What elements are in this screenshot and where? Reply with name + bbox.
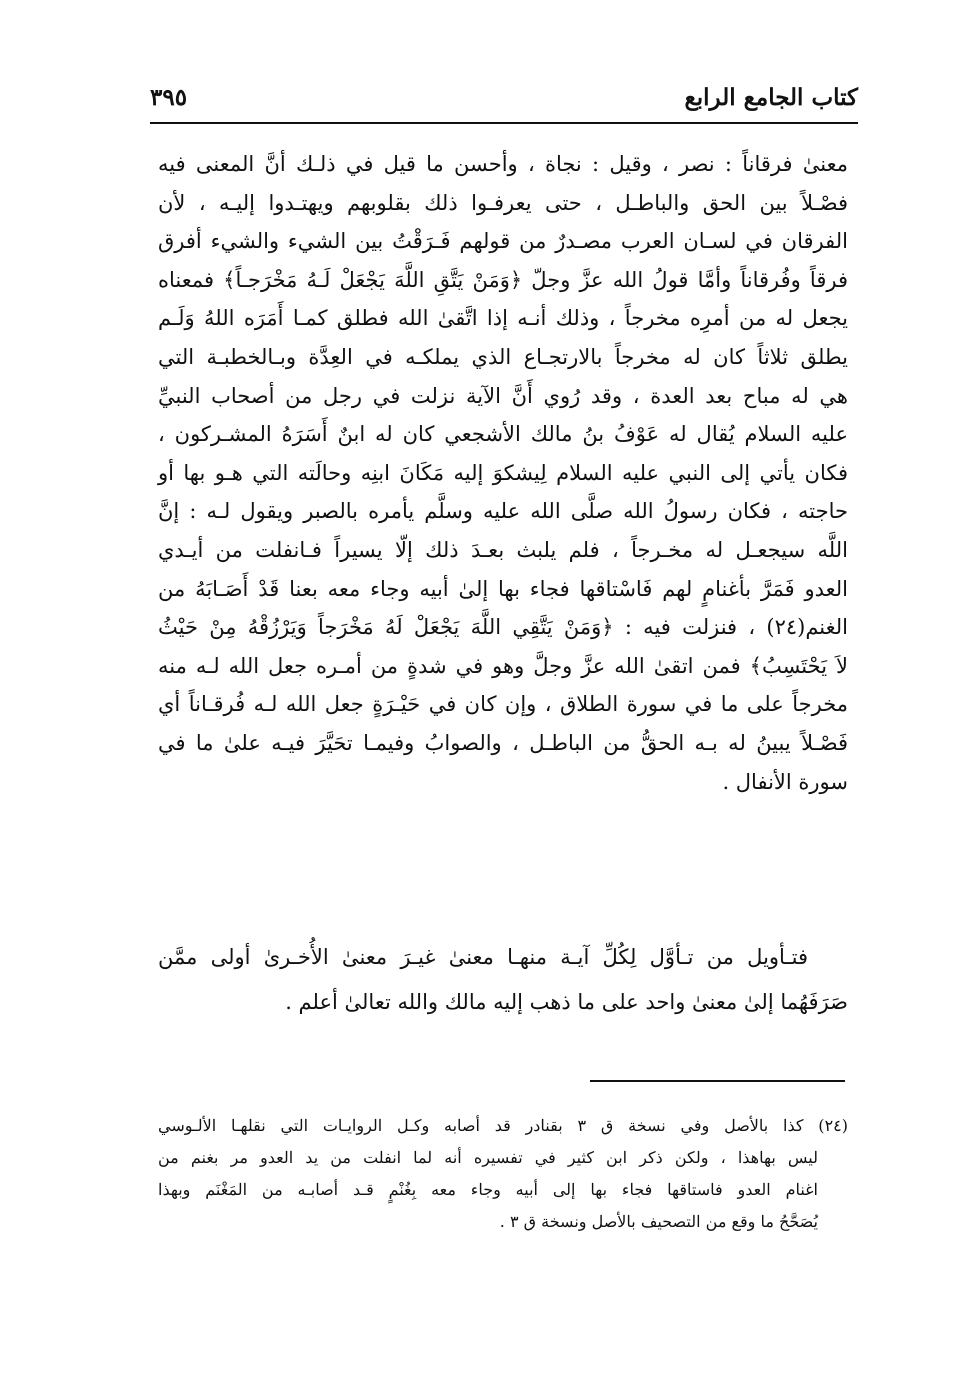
text-line: صَرَفَهُما إلىٰ معنىٰ واحد على ما ذهب إليه مالك والله تعالىٰ أعلم .: [285, 990, 848, 1014]
text-line: لاَ يَحْتَسِبُ﴾ فمن اتقىٰ الله عزَّ وجلَّ وهو في شدةٍ من أمـره جعل الله لـه منه: [158, 653, 848, 678]
footnote-line: يُصَحَّحُ ما وقع من التصحيف بالأصل ونسخة ق ٣ .: [499, 1212, 818, 1231]
page-number: ٣٩٥: [150, 84, 188, 111]
text-line: العدو فَمَرَّ بأغنامٍ لهم فَاسْتاقها فجاء بها إلىٰ أبيه وجاء معه بعنا قَدْ أَصَـابَهُ من: [158, 576, 848, 601]
text-line: فصْـلاً بين الحق والباطـل ، حتى يعرفـوا ذلك بقلوبهم ويهتـدوا إليـه ، لأن: [158, 190, 848, 215]
running-title: كتاب الجامع الرابع: [684, 84, 858, 111]
text-line: هي له مباح بعد العدة ، وقد رُوي أَنَّ الآية نزلت في رجل من أصحاب النبيِّ: [158, 383, 848, 408]
text-line: معنىٰ فرقاناً : نصر ، وقيل : نجاة ، وأحسن ما قيل في ذلـك أنَّ المعنى فيه: [158, 152, 848, 176]
text-line: يطلق ثلاثاً كان له مخرجاً بالارتجـاع الذي يملكـه في العِدَّة وبـالخطبـة التي: [158, 344, 848, 369]
footnote-line: ليس بهاهذا ، ولكن ذكر ابن كثير في تفسيره أنه لما انفلت من يد العدو مر بغنم من: [158, 1148, 818, 1167]
text-line: فرقاً وفُرقاناً وأمَّا قولُ الله عزَّ وجلّ ﴿وَمَنْ يَتَّقِ اللَّهَ يَجْعَلْ لَـهُ مَخْرَجـاً﴾ فمعناه: [158, 267, 848, 292]
footnote-line: (٢٤) كذا بالأصل وفي نسخة ق ٣ بقنادر قد أصابه وكـل الروايـات التي نقلهـا الألـوسي: [158, 1116, 848, 1135]
footnote-line: اغنام العدو فاستاقها فجاء بها إلى أبيه وجاء معه بِغُنْمٍ قـد أصابـه من المَغْنَم وبهذا: [158, 1180, 818, 1199]
closing-paragraph: [158, 935, 848, 1025]
text-line: اللَّه سيجعـل له مخـرجاً ، فلم يلبث بعـدَ ذلك إلّا يسيراً فـانفلت من أيـدي: [158, 537, 848, 562]
main-text: [158, 145, 848, 801]
footnotes: [158, 1110, 848, 1238]
text-line: عليه السلام يُقال له عَوْفُ بنُ مالك الأشجعي كان له ابنٌ أَسَرَهُ المشـركون ،: [158, 422, 848, 447]
text-line: الفرقان في لسـان العرب مصـدرٌ من قولهم فَـرَقْتُ بين الشيء والشيء أفرق: [158, 229, 848, 254]
text-line: يجعل له من أمرِه مخرجاً ، وذلك أنـه إذا اتَّقىٰ الله فطلق كمـا أَمَرَه اللهُ وَلَـم: [158, 306, 848, 331]
text-line: الغنم(٢٤) ، فنزلت فيه : ﴿وَمَنْ يَتَّقِي اللَّهَ يَجْعَلْ لَهُ مَخْرَجاً وَيَرْزُقْهُ مِنْ حَيْثُ: [158, 615, 848, 640]
text-line: مخرجاً على ما في سورة الطلاق ، وإن كان في حَيْـرَةٍ جعل الله لـه فُرقـاناً أي: [158, 692, 848, 717]
text-line: حاجته ، فكان رسولُ الله صلَّى الله عليه وسلَّم يأمره بالصبر ويقول لـه : إنَّ: [158, 499, 848, 524]
footnote-separator: [590, 1080, 845, 1082]
text-line: فكان يأتي إلى النبي عليه السلام لِيشكوَ إليه مَكَانَ ابنِه وحالَته التي هـو بها أو: [158, 460, 848, 485]
text-line: سورة الأنفال .: [722, 769, 848, 794]
page-header: [150, 78, 858, 124]
text-line: فَصْـلاً يبينُ له بـه الحقُّ من الباطـل ، والصوابُ وفيمـا تحَيَّرَ فيـه علىٰ ما في: [158, 730, 848, 755]
text-line: فتـأويل من تـأوَّل لِكُلِّ آيـة منهـا معنىٰ غيـرَ معنىٰ الأُخـرىٰ أولى ممَّن: [158, 945, 808, 969]
